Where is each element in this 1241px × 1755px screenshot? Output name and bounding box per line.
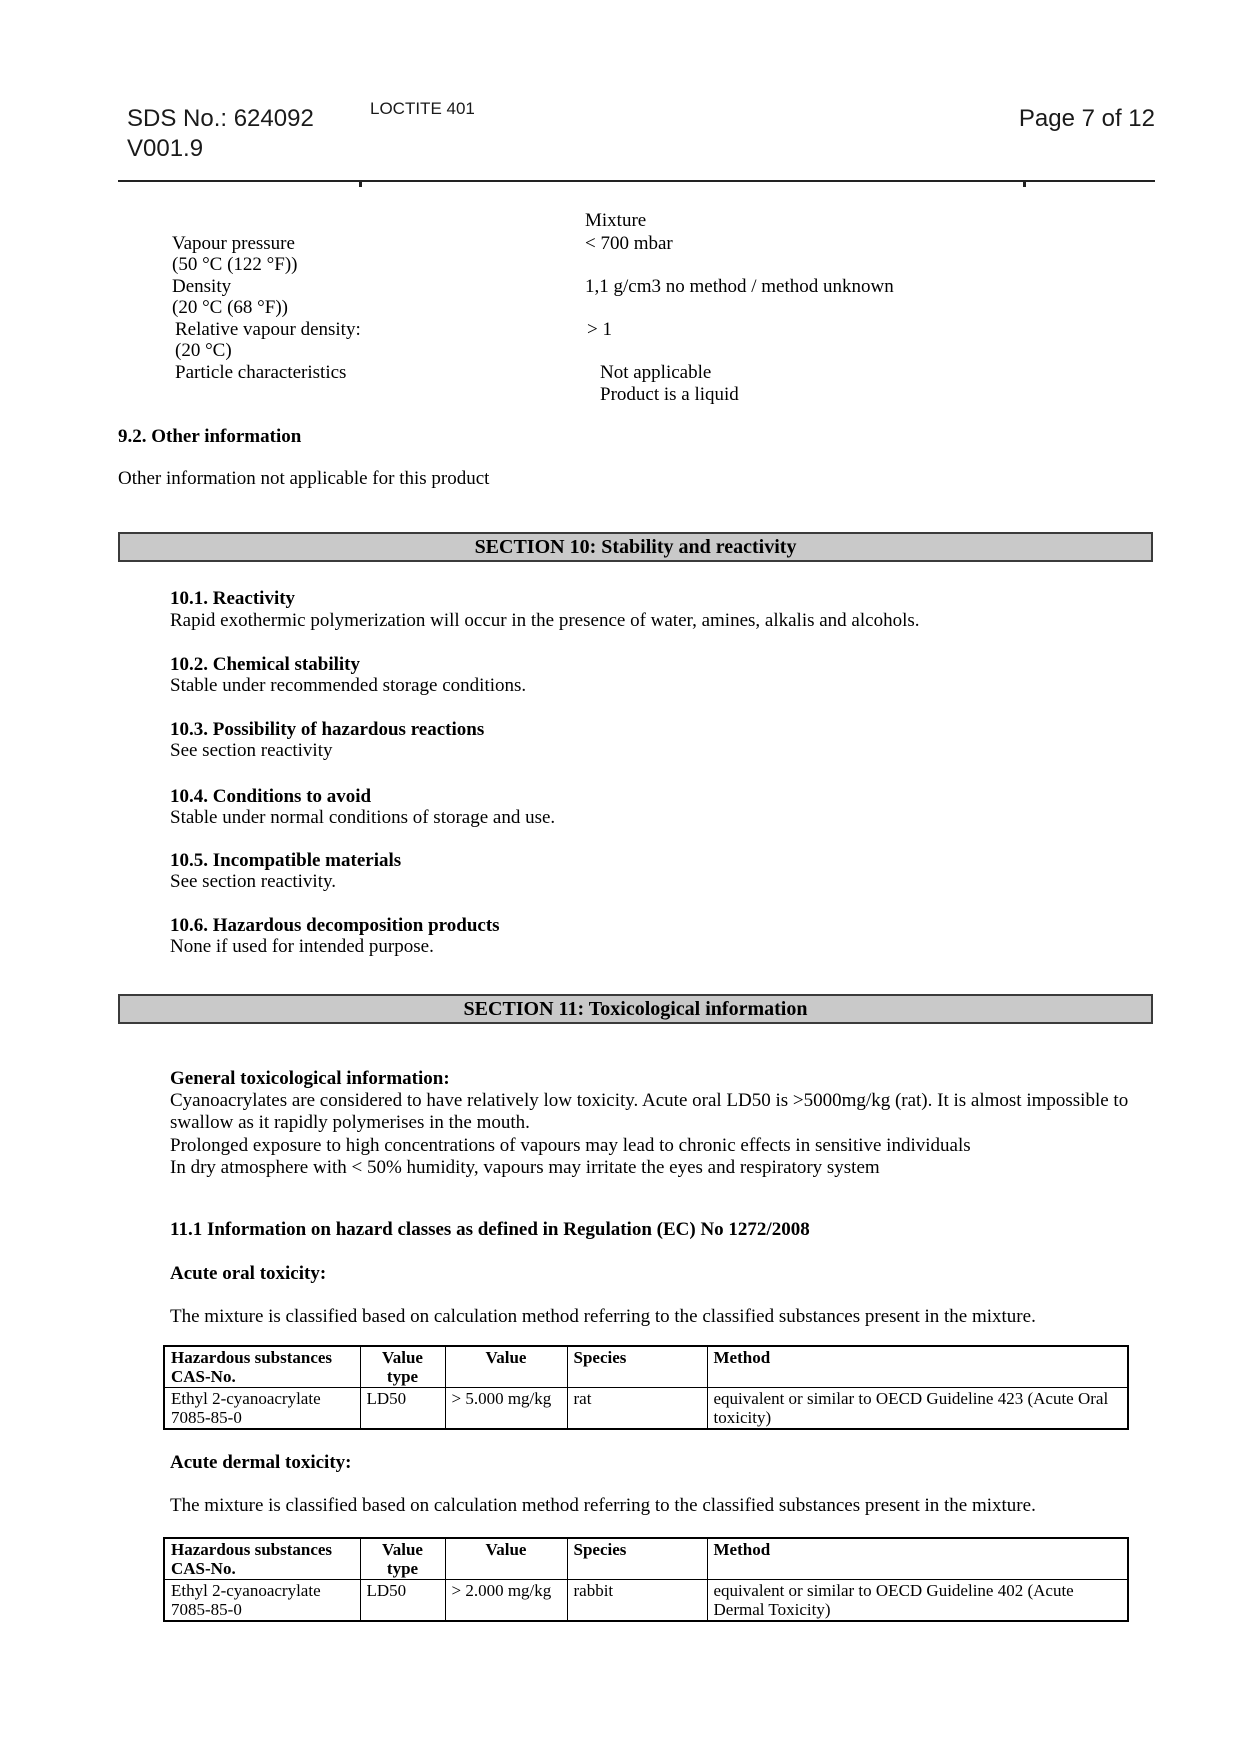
header-text: type [386, 1367, 419, 1386]
general-toxicological-line-2: Prolonged exposure to high concentrations of vapours may lead to chronic effects in sensitive individuals [170, 1135, 971, 1156]
property-particle-characteristics-value2: Product is a liquid [600, 384, 739, 405]
section-10-header-bar: SECTION 10: Stability and reactivity [118, 532, 1153, 562]
cell-method: equivalent or similar to OECD Guideline 423 (Acute Oral toxicity) [707, 1388, 1128, 1430]
header-text: type [386, 1559, 419, 1578]
cell-method: equivalent or similar to OECD Guideline 402 (Acute Dermal Toxicity) [707, 1580, 1128, 1622]
general-toxicological-heading: General toxicological information: [170, 1068, 450, 1089]
col-value-type [360, 1538, 445, 1580]
subsection-10-1-heading: 10.1. Reactivity [170, 588, 296, 609]
col-value-type [360, 1346, 445, 1388]
section-9-2-body: Other information not applicable for this product [118, 468, 490, 489]
header-text: Value [382, 1348, 423, 1367]
property-relative-vapour-density-condition: (20 °C) [175, 340, 232, 361]
property-particle-characteristics-value: Not applicable [600, 362, 712, 383]
subsection-10-5-body: See section reactivity. [170, 871, 337, 892]
cell-substance [164, 1580, 360, 1622]
subsection-10-6-body: None if used for intended purpose. [170, 936, 434, 957]
acute-dermal-toxicity-intro: The mixture is classified based on calculation method referring to the classified substances present in the mixture. [170, 1495, 1036, 1516]
header-text: Hazardous substances [171, 1348, 333, 1367]
header-text: CAS-No. [171, 1367, 236, 1386]
general-toxicological-line-1: Cyanoacrylates are considered to have relatively low toxicity. Acute oral LD50 is >5000mg/kg (rat). It is almost impossible to swallow as it rapidly polymerises in the mouth. [170, 1090, 1129, 1133]
table-header-row [164, 1346, 1128, 1388]
cell-value: > 2.000 mg/kg [445, 1580, 567, 1622]
table-header-row [164, 1538, 1128, 1580]
cell-value-type: LD50 [360, 1388, 445, 1430]
property-relative-vapour-density-value: > 1 [587, 319, 612, 340]
property-density-label: Density [172, 276, 232, 297]
table-row [164, 1580, 1128, 1622]
table-row [164, 1388, 1128, 1430]
property-density-condition: (20 °C (68 °F)) [172, 297, 288, 318]
subsection-10-3-heading: 10.3. Possibility of hazardous reactions [170, 719, 485, 740]
subsection-10-4-heading: 10.4. Conditions to avoid [170, 786, 372, 807]
acute-oral-toxicity-intro: The mixture is classified based on calculation method referring to the classified substances present in the mixture. [170, 1306, 1036, 1327]
header-text: Value [382, 1540, 423, 1559]
col-hazardous-substances [164, 1346, 360, 1388]
header-text: Hazardous substances [171, 1540, 333, 1559]
subsection-10-3-body: See section reactivity [170, 740, 333, 761]
acute-dermal-toxicity-table [163, 1537, 1129, 1622]
col-hazardous-substances [164, 1538, 360, 1580]
header-product-name: LOCTITE 401 [370, 99, 475, 118]
cell-species: rat [567, 1388, 707, 1430]
acute-dermal-toxicity-heading: Acute dermal toxicity: [170, 1452, 352, 1473]
cell-substance [164, 1388, 360, 1430]
property-density-value: 1,1 g/cm3 no method / method unknown [585, 276, 894, 297]
subsection-10-5-heading: 10.5. Incompatible materials [170, 850, 402, 871]
subsection-10-6-heading: 10.6. Hazardous decomposition products [170, 915, 500, 936]
section-11-header-bar: SECTION 11: Toxicological information [118, 994, 1153, 1024]
header-rule [118, 180, 1155, 182]
property-vapour-pressure-condition: (50 °C (122 °F)) [172, 254, 298, 275]
subsection-10-1-body: Rapid exothermic polymerization will occur in the presence of water, amines, alkalis and alcohols. [170, 610, 920, 631]
cas-number: 7085-85-0 [171, 1408, 242, 1427]
property-vapour-pressure-label: Vapour pressure [172, 233, 295, 254]
acute-oral-toxicity-table [163, 1345, 1129, 1430]
property-relative-vapour-density-label: Relative vapour density: [175, 319, 361, 340]
subsection-10-2-body: Stable under recommended storage conditions. [170, 675, 527, 696]
header-rule-tick [359, 180, 362, 187]
header-text: CAS-No. [171, 1559, 236, 1578]
hazard-classes-heading: 11.1 Information on hazard classes as defined in Regulation (EC) No 1272/2008 [170, 1219, 810, 1240]
property-mixture-value: Mixture [585, 210, 647, 231]
cell-value: > 5.000 mg/kg [445, 1388, 567, 1430]
substance-name: Ethyl 2-cyanoacrylate [171, 1389, 321, 1408]
property-vapour-pressure-value: < 700 mbar [585, 233, 673, 254]
header-sds-number: SDS No.: 624092 [127, 105, 314, 132]
substance-name: Ethyl 2-cyanoacrylate [171, 1581, 321, 1600]
col-species: Species [567, 1346, 707, 1388]
cell-species: rabbit [567, 1580, 707, 1622]
acute-oral-toxicity-heading: Acute oral toxicity: [170, 1263, 327, 1284]
col-method: Method [707, 1538, 1128, 1580]
subsection-10-4-body: Stable under normal conditions of storage and use. [170, 807, 556, 828]
header-page-number: Page 7 of 12 [1018, 105, 1155, 132]
property-particle-characteristics-label: Particle characteristics [175, 362, 347, 383]
col-species: Species [567, 1538, 707, 1580]
section-9-2-heading: 9.2. Other information [118, 426, 302, 447]
col-method: Method [707, 1346, 1128, 1388]
general-toxicological-line-3: In dry atmosphere with < 50% humidity, vapours may irritate the eyes and respiratory system [170, 1157, 880, 1178]
header-version: V001.9 [127, 135, 204, 162]
cell-value-type: LD50 [360, 1580, 445, 1622]
col-value: Value [445, 1346, 567, 1388]
subsection-10-2-heading: 10.2. Chemical stability [170, 654, 360, 675]
header-rule-tick [1023, 180, 1026, 187]
cas-number: 7085-85-0 [171, 1600, 242, 1619]
col-value: Value [445, 1538, 567, 1580]
